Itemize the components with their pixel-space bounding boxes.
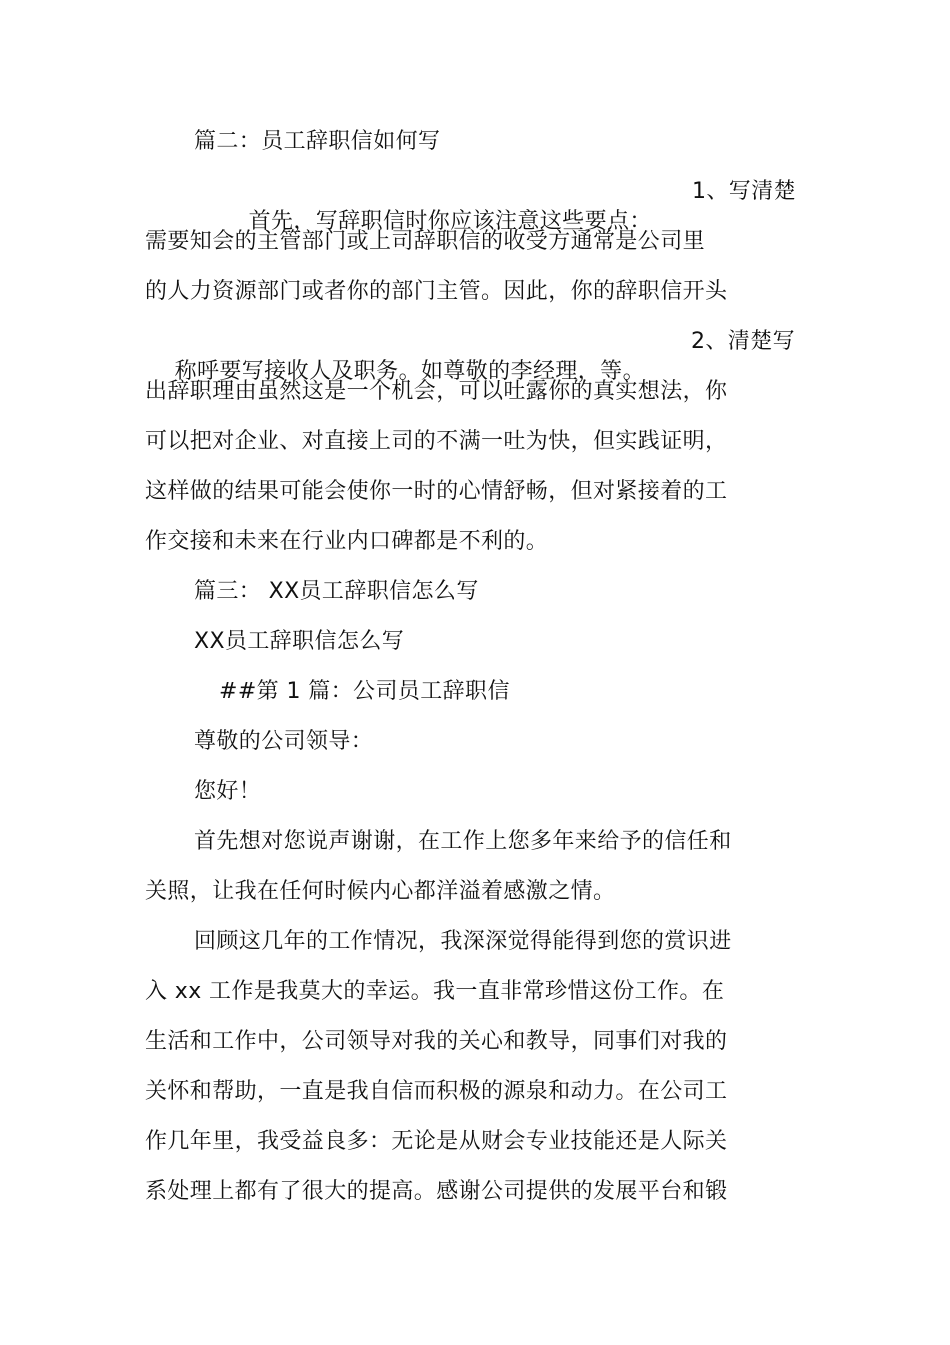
paragraph-line: 系处理上都有了很大的提高。感谢公司提供的发展平台和锻: [145, 1179, 728, 1204]
paragraph-line: 关照，让我在任何时候内心都洋溢着感激之情。: [145, 879, 616, 904]
list-point-2: 2、清楚写: [691, 329, 795, 354]
paragraph-line: 作几年里，我受益良多：无论是从财会专业技能还是人际关: [145, 1129, 728, 1154]
letter-subtitle: ##第 1 篇：公司员工辞职信: [219, 679, 510, 704]
paragraph-line: 关怀和帮助，一直是我自信而积极的源泉和动力。在公司工: [145, 1079, 728, 1104]
paragraph-text: 称呼要写接收人及职务。如尊敬的李经理，等。: [174, 359, 645, 384]
paragraph-line: 生活和工作中，公司领导对我的关心和教导，同事们对我的: [145, 1029, 728, 1054]
paragraph-text: 首先，写辞职信时你应该注意这些要点：: [248, 209, 652, 234]
paragraph-line: 作交接和未来在行业内口碑都是不利的。: [145, 529, 549, 554]
paragraph-line: 的人力资源部门或者你的部门主管。因此，你的辞职信开头: [145, 279, 728, 304]
paragraph-line: 需要知会的主管部门或上司辞职信的收受方通常是公司里: [145, 229, 706, 254]
letter-greeting: 您好！: [194, 779, 262, 804]
letter-salutation: 尊敬的公司领导：: [194, 729, 374, 754]
list-point-1: 1、写清楚: [692, 179, 796, 204]
paragraph-line: 入 xx 工作是我莫大的幸运。我一直非常珍惜这份工作。在: [145, 979, 725, 1004]
paragraph-line: 可以把对企业、对直接上司的不满一吐为快，但实践证明，: [145, 429, 728, 454]
paragraph-line: 这样做的结果可能会使你一时的心情舒畅，但对紧接着的工: [145, 479, 728, 504]
paragraph-line: 首先想对您说声谢谢，在工作上您多年来给予的信任和: [194, 829, 732, 854]
paragraph-line: 出辞职理由虽然这是一个机会，可以吐露你的真实想法，你: [145, 379, 728, 404]
section-two-heading: 篇二：员工辞职信如何写: [194, 129, 441, 154]
letter-title: XX员工辞职信怎么写: [194, 629, 405, 654]
paragraph-line: 回顾这几年的工作情况，我深深觉得能得到您的赏识进: [194, 929, 732, 954]
section-three-heading: 篇三： XX员工辞职信怎么写: [194, 579, 479, 604]
